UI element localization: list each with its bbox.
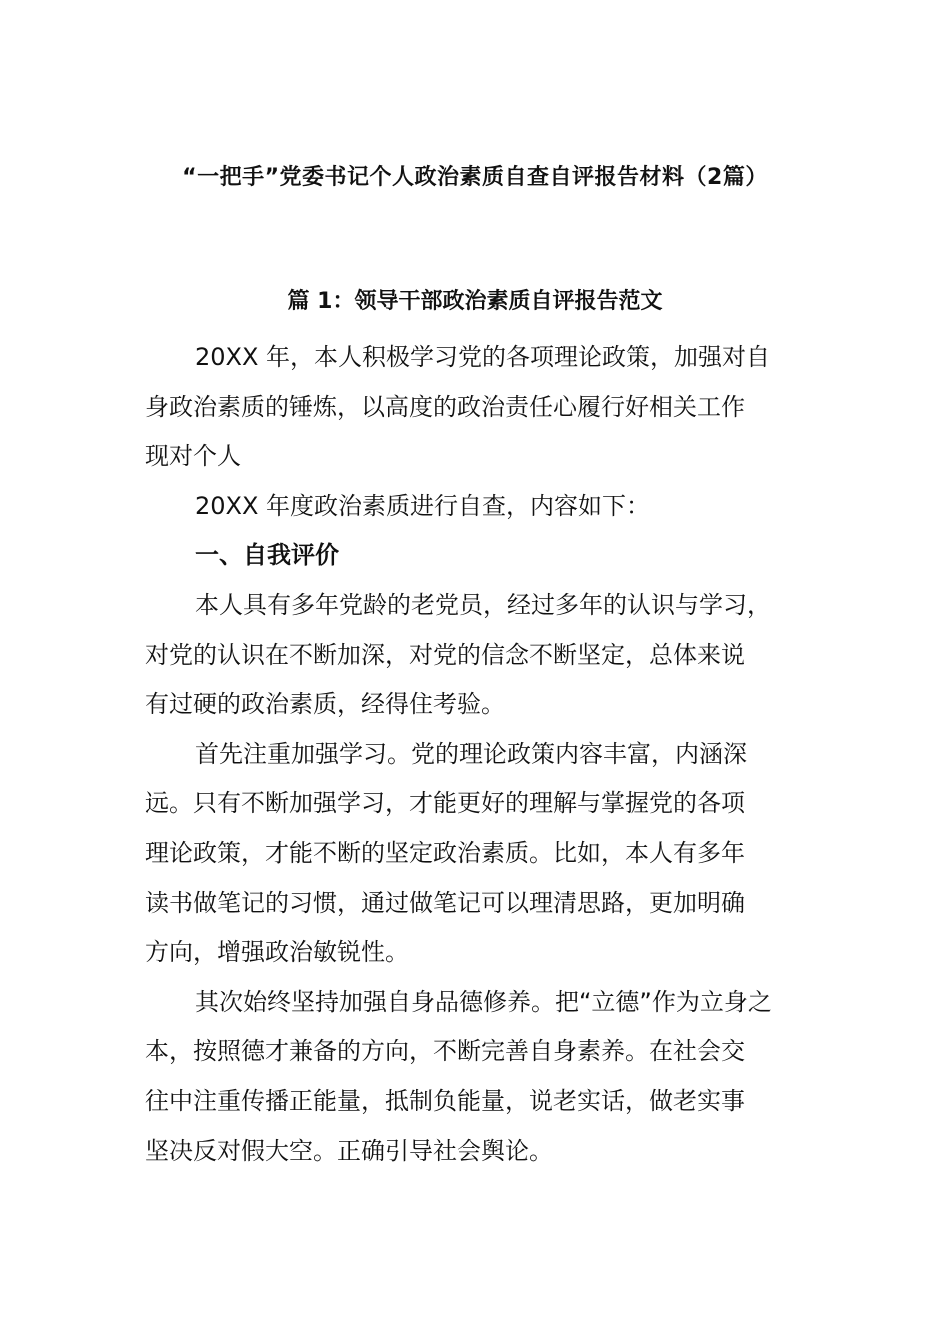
text-line: 理论政策，才能不断的坚定政治素质。比如，本人有多年 (145, 838, 745, 867)
text-line: 坚决反对假大空。正确引导社会舆论。 (145, 1136, 553, 1165)
text-line: 对党的认识在不断加深，对党的信念不断坚定，总体来说 (145, 640, 745, 669)
document-title: “一把手”党委书记个人政治素质自查自评报告材料（2篇） (182, 165, 768, 190)
text-line: 本人具有多年党龄的老党员，经过多年的认识与学习， (195, 590, 771, 619)
text-line: 往中注重传播正能量，抵制负能量，说老实话，做老实事 (145, 1086, 745, 1115)
paragraph (145, 333, 835, 482)
text-line: 其次始终坚持加强自身品德修养。把“立德”作为立身之 (195, 987, 772, 1016)
subheading (145, 531, 835, 581)
text-line: 本，按照德才兼备的方向，不断完善自身素养。在社会交 (145, 1037, 745, 1066)
paragraph (145, 978, 835, 1176)
document-body (145, 333, 835, 1176)
text-line: 有过硬的政治素质，经得住考验。 (145, 690, 505, 719)
text-line: 远。只有不断加强学习，才能更好的理解与掌握党的各项 (145, 789, 745, 818)
paragraph (145, 730, 835, 978)
text-line: 20XX 年度政治素质进行自查，内容如下： (195, 491, 651, 520)
subheading-text: 一、自我评价 (195, 541, 339, 570)
text-line: 首先注重加强学习。党的理论政策内容丰富，内涵深 (195, 739, 747, 768)
text-line: 读书做笔记的习惯，通过做笔记可以理清思路，更加明确 (145, 888, 745, 917)
paragraph (145, 482, 835, 532)
section-title: 篇 1：领导干部政治素质自评报告范文 (287, 289, 663, 314)
paragraph (145, 581, 835, 730)
text-line: 方向，增强政治敏锐性。 (145, 938, 409, 967)
text-line: 现对个人 (145, 442, 241, 471)
text-line: 身政治素质的锤炼，以高度的政治责任心履行好相关工作 (145, 392, 745, 421)
text-line: 20XX 年，本人积极学习党的各项理论政策，加强对自 (195, 343, 771, 371)
